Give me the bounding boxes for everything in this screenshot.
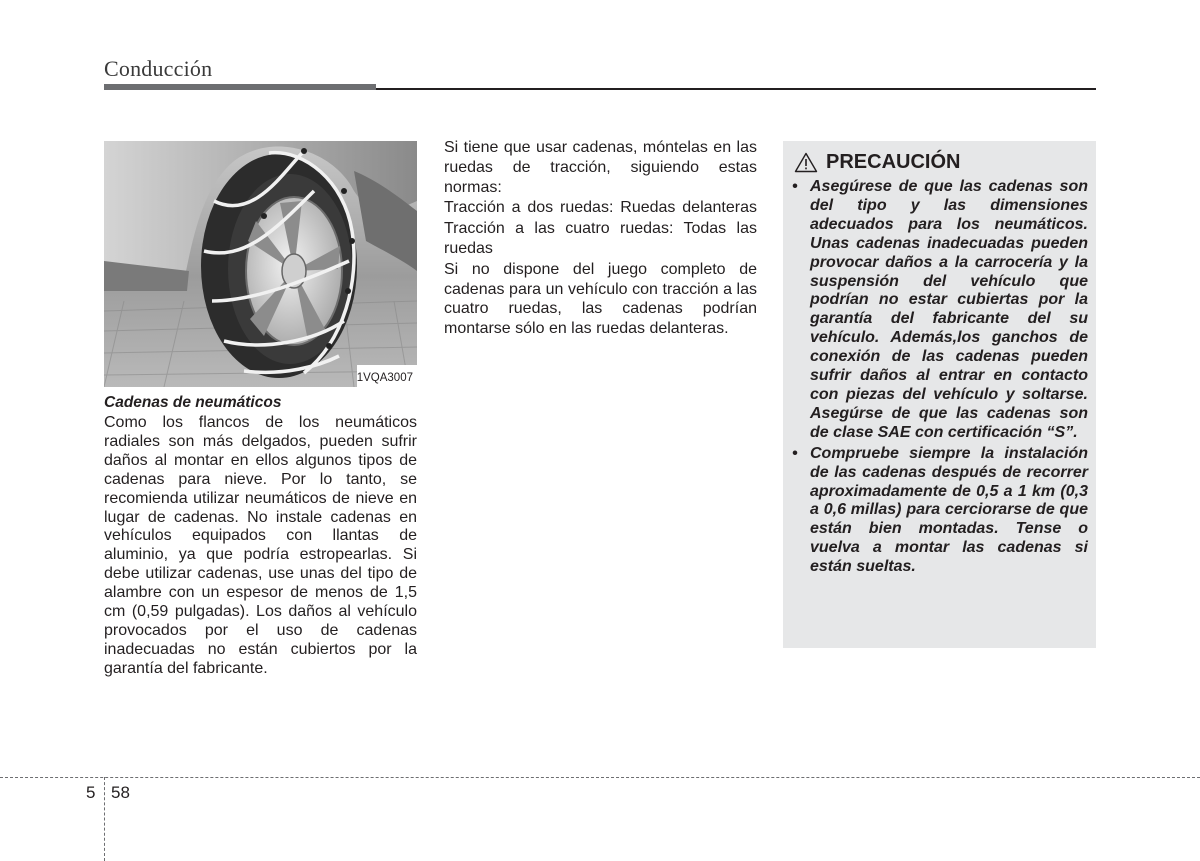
caution-item-text: Asegúrese de que las cadenas son del tipo y las dimensiones adecuados para los neumáticos. Unas cadenas inadecuadas pueden provocar daños a la carrocería y la suspensión del vehículo que podrían no estar cubiertas por la garantía del fabricante del su vehículo. Además,los ganchos de conexión de las cadenas pueden sufrir daños al entrar en contacto con piezas del vehículo y soltarse. Asegúrse de que las cadenas son de clase SAE con certificación “S”. bbox=[810, 178, 1088, 441]
caution-list bbox=[792, 178, 1088, 579]
header-rule-thick bbox=[104, 84, 376, 90]
column2-paragraph: Tracción a dos ruedas: Ruedas delanteras bbox=[444, 199, 757, 217]
caution-title: PRECAUCIÓN bbox=[826, 151, 961, 173]
chapter-number: 5 bbox=[86, 783, 96, 802]
column2-paragraph: Si no dispone del juego completo de cadenas para un vehículo con tracción a las cuatro ruedas, las cadenas podrían montarse sólo en las ruedas delanteras. bbox=[444, 260, 757, 338]
warning-triangle-icon bbox=[794, 152, 818, 173]
figure-caption: Cadenas de neumáticos bbox=[104, 394, 282, 411]
footer-dashed-rule bbox=[0, 777, 1200, 778]
column2-text bbox=[444, 138, 757, 340]
figure-code-label: 1VQA3007 bbox=[356, 372, 413, 384]
column2-paragraph: Si tiene que usar cadenas, móntelas en las ruedas de tracción, siguiendo estas normas: bbox=[444, 139, 757, 196]
bullet-icon: • bbox=[792, 178, 798, 195]
tire-chain-illustration bbox=[104, 141, 417, 387]
page-number: 58 bbox=[111, 783, 130, 802]
caution-item bbox=[792, 445, 1088, 577]
page-header-title: Conducción bbox=[104, 56, 213, 81]
column2-paragraph: Tracción a las cuatro ruedas: Todas las ruedas bbox=[444, 220, 757, 257]
caution-item-text: Compruebe siempre la instalación de las cadenas después de recorrer aproximadamente de 0,5 a 1 km (0,3 a 0,6 millas) para cerciorarse de que están bien montadas. Tense o vuelva a montar las cadenas si están sueltas. bbox=[810, 444, 1088, 576]
tire-chain-drawing bbox=[104, 141, 417, 387]
caution-header bbox=[794, 151, 960, 174]
column1-body-text: Como los flancos de los neumáticos radiales son más delgados, pueden sufrir daños al montar en ellos algunos tipos de cadenas para nieve. Por lo tanto, se recomienda utilizar neumáticos de nieve en lugar de cadenas. No instale cadenas en vehículos equipados con llantas de aluminio, ya que podría estropearlas. Si debe utilizar cadenas, use unas del tipo de alambre con un espesor de menos de 1,5 cm (0,59 pulgadas). Los daños al vehículo provocados por el uso de cadenas inadecuadas no están cubiertos por la garantía del fabricante. bbox=[104, 414, 417, 677]
footer-vertical-rule bbox=[104, 777, 105, 861]
header-rule-thin bbox=[376, 88, 1096, 90]
caution-item bbox=[792, 178, 1088, 443]
bullet-icon: • bbox=[792, 444, 798, 462]
